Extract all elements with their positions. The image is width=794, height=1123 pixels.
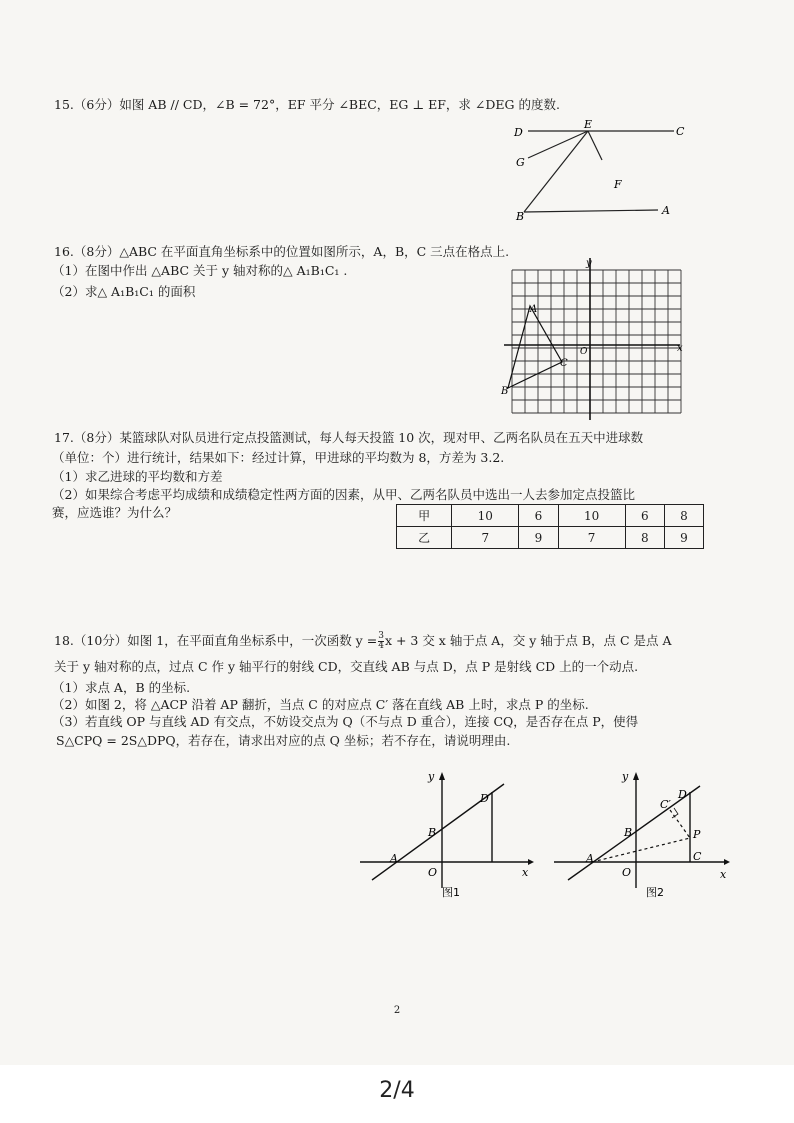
fig1-label-y: y (428, 770, 435, 783)
page-indicator: 2/4 (379, 1078, 415, 1103)
table-row (397, 527, 704, 549)
q15-text: 15.（6分）如图 AB // CD，∠B = 72°，EF 平分 ∠BEC，EG ⊥ EF，求 ∠DEG 的度数. (54, 97, 560, 112)
q18-line2: 关于 y 轴对称的点，过点 C 作 y 轴平行的射线 CD，交直线 AB 与点 D，点 P 是射线 CD 上的一个动点. (54, 659, 639, 674)
fig2-label-x: x (720, 868, 727, 881)
q15-label-A: A (662, 204, 670, 217)
q17-line5: 赛，应选谁？为什么？ (52, 505, 178, 520)
fig1-label-A: A (390, 852, 398, 865)
q15-label-C: C (676, 125, 685, 138)
fig2-label-y: y (622, 770, 629, 783)
fig2-label-A: A (586, 852, 594, 865)
q15-label-F: F (614, 178, 622, 191)
table-cell: 7 (452, 527, 519, 549)
table-cell: 7 (558, 527, 625, 549)
q18-line1-a: 18.（10分）如图 1，在平面直角坐标系中，一次函数 y = (54, 633, 378, 648)
q16-grid-figure (500, 254, 690, 422)
q18-line5: （3）若直线 OP 与直线 AD 有交点，不妨设交点为 Q（不与点 D 重合），连接 CQ，是否存在点 P，使得 (52, 714, 639, 729)
table-cell: 9 (664, 527, 703, 549)
q16-line3: （2）求△ A₁B₁C₁ 的面积 (52, 284, 196, 299)
fig2-label-C1: C′ (660, 798, 671, 811)
q17-line1: 17.（8分）某篮球队对队员进行定点投篮测试，每人每天投篮 10 次，现对甲、乙两名队员在五天中进球数 (54, 430, 644, 445)
q18-figure-2 (550, 768, 736, 908)
fig1-label-B: B (428, 826, 437, 839)
fraction-numerator: 3 (378, 631, 384, 641)
q15-label-D: D (514, 126, 523, 139)
table-cell: 6 (625, 505, 664, 527)
table-cell: 甲 (397, 505, 452, 527)
q16-label-O: O (580, 347, 588, 357)
q16-label-C: C (560, 358, 568, 369)
q18-line1 (54, 632, 672, 651)
q17-score-table (396, 504, 704, 549)
coordinate-grid (512, 270, 681, 413)
fig1-caption: 图1 (442, 886, 460, 899)
table-cell: 乙 (397, 527, 452, 549)
triangle-abc (508, 306, 562, 388)
q15-label-G: G (516, 156, 525, 169)
q18-line3: （1）求点 A，B 的坐标. (52, 680, 191, 695)
fig1-label-x: x (522, 866, 529, 879)
q16-line2: （1）在图中作出 △ABC 关于 y 轴对称的△ A₁B₁C₁ . (52, 263, 348, 278)
q17-line3: （1）求乙进球的平均数和方差 (52, 469, 223, 484)
q15-label-B: B (516, 210, 525, 223)
fraction-3-4 (378, 632, 384, 651)
q16-label-B: B (501, 386, 509, 397)
table-cell: 8 (664, 505, 703, 527)
q16-label-x: x (677, 343, 683, 354)
fig2-label-C: C (693, 850, 702, 863)
q18-line1-b: x + 3 交 x 轴于点 A，交 y 轴于点 B，点 C 是点 A (384, 633, 672, 648)
fig2-label-D: D (678, 788, 687, 801)
fig1-label-D: D (480, 792, 489, 805)
table-cell: 10 (452, 505, 519, 527)
table-cell: 9 (519, 527, 558, 549)
q16-label-y: y (586, 258, 592, 269)
fig2-label-P: P (693, 828, 701, 841)
fig2-caption: 图2 (646, 886, 664, 899)
q18-figure-1 (356, 768, 536, 908)
q18-line4: （2）如图 2，将 △ACP 沿着 AP 翻折，当点 C 的对应点 C′ 落在直线 AB 上时，求点 P 的坐标. (52, 697, 589, 712)
q17-line4: （2）如果综合考虑平均成绩和成绩稳定性两方面的因素，从甲、乙两名队员中选出一人去参加定点投篮比 (52, 487, 635, 502)
table-cell: 10 (558, 505, 625, 527)
q16-line1: 16.（8分）△ABC 在平面直角坐标系中的位置如图所示，A，B，C 三点在格点上. (54, 244, 510, 259)
table-row (397, 505, 704, 527)
fig2-label-O: O (622, 866, 632, 879)
q18-line6: S△CPQ = 2S△DPQ，若存在，请求出对应的点 Q 坐标；若不存在，请说明理由. (56, 733, 511, 748)
fraction-denominator: 4 (378, 641, 384, 651)
fig1-label-O: O (428, 866, 438, 879)
fig2-label-B: B (624, 826, 633, 839)
q17-line2: （单位：个）进行统计，结果如下：经过计算，甲进球的平均数为 8，方差为 3.2. (52, 450, 505, 465)
table-cell: 8 (625, 527, 664, 549)
q15-figure (508, 118, 688, 224)
q16-label-A: A (530, 304, 538, 315)
page-number: 2 (393, 1005, 401, 1016)
q15-label-E: E (584, 118, 593, 131)
table-cell: 6 (519, 505, 558, 527)
